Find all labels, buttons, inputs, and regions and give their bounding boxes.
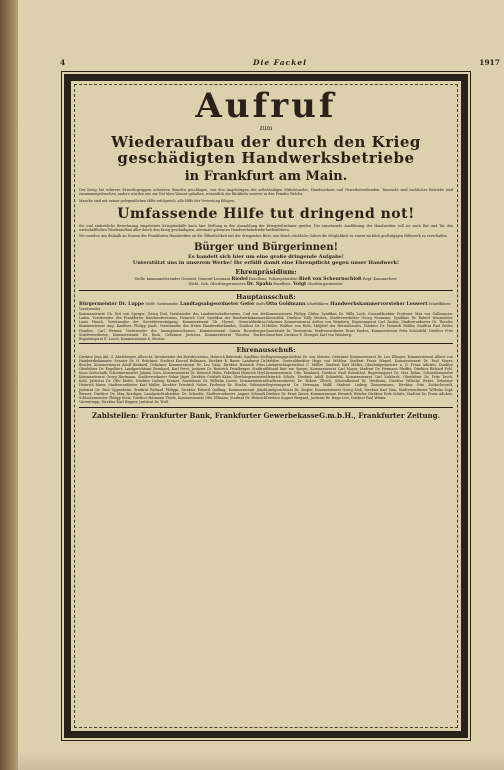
umfassende-heading: Umfassende Hilfe tut dringend not! (117, 205, 415, 222)
zum-label: zum (259, 125, 273, 132)
intro-paragraph-2: Manche sind mit seiner gelegentlichen Hilfe erfolgreich, alle Hilfe der Vertretung fähigen. (79, 198, 235, 203)
journal-title: Die Fackel (253, 58, 307, 67)
hauptausschuss-members (79, 312, 453, 341)
ehren-l2-suffix2: Oberbürgermeister. (307, 282, 344, 287)
ehren-l1-name1: Riedel (231, 276, 248, 282)
haupt-right2-lead: Handwerkskammervorsteher Louwert (330, 301, 428, 307)
divider (79, 290, 453, 291)
page-header (60, 56, 500, 70)
book-binding (0, 0, 18, 770)
ehrenausschuss-members (79, 355, 453, 404)
ehren-l1-name2: Rieß von Scheurnschloß (298, 276, 362, 282)
title: Aufruf (195, 86, 337, 126)
hauptausschuss-title: Hauptausschuß: (236, 292, 296, 301)
haupt-right-lead: Otto Goldmann (266, 301, 306, 307)
appeal-line-2: Unterstützt uns in unserem Werke! Ihr erfüllt damit eine Ehrenpflicht gegen unser Handwerk! (132, 259, 400, 266)
page-shadow (18, 752, 504, 770)
ehren-l1-suffix1: Exzellenz, (248, 276, 268, 281)
divider (79, 343, 453, 344)
haupt-right-role: Schriftführer. (306, 301, 330, 306)
ehrenaus-left-members: Direktor Jean Abt, G. Abeleberger, Albrecht, Vorsitzender des Bezirksvereins, Heinrich Behrends, Syndikus der Handwerkskammer, Senator Dr. H. Brückner, Stadtrat Konrad Bellmann, Direktor B. Bauer, Landesrat Dr. Beutler, Kommerzienrat Adolf Benkard, Geheimer Kommerzienrat Dr. Leo Gans, Direktor Heinrich Fries, Oberlehrer Dr. Engelbert, Landgerichtsrat Bernhard, Karl Ferst, Justizrat Dr. Heinrich Friedberger, Stadtrat Kuno Gottschalk, Schreinermeister Johann Goes, Kommerzienrat Dr. Heinrich Hahn, Fabrikant Heinrich Heyl, Kommerzienrat Georg Hartmann, Stadtverordneter Oskar Jäger, Direktor Gottlieb Kahn, Oberbürgermeister Kohl, Justizrat Dr. Otto Kiefer, Direktor Ludwig Kramer, Sanitätsrat Dr. Wilhelm Loewe, Kommerzienrat Heinrich Maier, Stadtverordneter Karl Müller, Direktor Friedrich Neher, Professor Dr. Nicolai, Geheimer Justizrat Dr. Paul Oppenheim, Stadtrat Richard Philippi, Direktor Eduard Quilling, Kommerzienrat Jakob Riesser, Direktor Dr. Max Roediger, Landgerichtsdirektor Dr. Schaefer, Stadtverordneter August Schmidt, Schlossermeister Philipp Stein, Direktor Hermann Thiele, Kommerzienrat Otto Ullmann, Stadtrat Dr. Heinrich Varrentrapp, Direktor Karl Wagner, Justizrat Dr. Wolf. (79, 354, 266, 404)
haupt-left-role: Stellv. Vorsitzender. (145, 301, 179, 306)
haupt-lead-left (79, 302, 266, 311)
intro-paragraph-1: Der Krieg hat schwere Erwerbsgruppen schweren Wunden geschlagen, von den Angehörigen des selbständigen Mittelstandes, Handwerkern und Gewerbetreibenden. Tausende sind sachlicher Betriebe sind zusammengebrochen, andere wurden nur zur Not über Wasser gehalten, wesentlich die Rückkehr unserer in den Feindes Welche. (79, 188, 453, 197)
haupt-left-members: Kommerzienrat Ch. Drit von Sperger, Georg Dud, Vorsitzender des Landwirtschaftsvereins, Carl von der Laden, Vorsitzender des Frankfurter Handwerksvereins, Heinrich Cerf, Syndikus der Handwerkskammer, Louis Hauch, Vorsitzender der Gewerbevereinigung, Kommerzienrat Ch. Hoerst, Generaldirektor, Kommerzienrat Aug. Kauffner, Philipp Jandt, Vorsitzender des freien Handwerkerbundes, Stadtrat Dr. H. Hombes, Carl Weimer, Vorsitzender des Innungsausschusses, Kommerzienrat Simon Rosenberger, Stadtverordneter, Kommerzienrat Dr. Burk, Geheimer Justizrat, Kommerzienrat Theodor Rucker, Regierungsrat E. Lusch, Kommerzienrat K. Merton. (79, 312, 266, 341)
ehren-l2-left: Wirkl. Geh. Oberbürgermeister (188, 282, 246, 287)
announcement-box (64, 74, 468, 738)
haupt-right-members: Kommerzienrat Philipp Gütler, Syndikus Dr. Willy Loeb, Generaldirektor Professor Max von Gulbransen-Kentschlik, Direktor Willy Merten, Stadtverordneter Georg Neumann, Syndikus Dr. Robert Neumeister, Geheimer Kommerzienrat Arthur von Weinberg, Regierungsrat Carl Zucker, Stadtverordneter Dr. Theodor Müller, Walther von Roth, Mitglied des Herrenhauses, Direktor Dr. Heinrich Rößler, Stadtrat Paul Röder, Sanitätsrat Dr. Rosenstein, Stadtverordneter Ernst Emden, Kommerzienrat Felix Schönfeld, Direktor Fritz Sauerbier, Direktor E. Stempel, Karl von Weinberg. (266, 312, 453, 337)
haupt-left-lead: Bürgermeister Dr. Luppe (79, 301, 145, 307)
haupt-mid-role: Stellv. Vorsitzender. (79, 301, 266, 312)
ehren-l2-suffix1: Exzellenz, (273, 282, 292, 287)
appeal-line-1: Es handelt sich hier um eine große dringende Aufgabe! (188, 253, 344, 260)
hauptausschuss-leads (79, 302, 453, 311)
haupt-right2-role: Schriftführer. (428, 301, 452, 306)
haupt-lead-right (266, 302, 453, 311)
ehrenausschuss-title: Ehrenausschuß: (236, 345, 296, 354)
city-line: in Frankfurt am Main. (184, 169, 348, 184)
ehren-l1-suffix2: Regl. Kammerherr. (362, 276, 398, 281)
ehren-l2-name1: Dr. Spahn (246, 282, 273, 288)
mid-paragraph-1: Sie und einheitliche Berechnung eingeleitete Kriegsbeihilfe kann hier Stellung in der Auszahlung der Kriegsteilnehmer greifen. Die einsetzende Ausführung der Handwerker soll sie auch Rat und Tat den wirtschaftlichen Wiederaufbau aller durch den Krieg geschädigten, abermals gelernten Handwerksbetriebe herbeiführen. (79, 223, 453, 233)
headline: Wiederaufbau der durch den Krieg geschädigten Handwerksbetriebe (111, 133, 421, 167)
mid-paragraph-2: Wir wenden uns deshalb an Namen der Frankfurter Handwerker an die Öffentlichkeit mit der dringenden Bitte, uns durch reichliche Gaben die Möglichkeit zu einem wirklich großzügigen Hilfswerk zu verschaffen. (79, 234, 448, 239)
buerger-heading: Bürger und Bürgerinnen! (193, 241, 339, 253)
year: 1917 (479, 58, 500, 67)
ehrenpraesidium-title: Ehrenpräsidium: (235, 267, 297, 276)
zahlstellen: Zahlstellen: Frankfurter Bank, Frankfurter GewerbekasseG.m.b.H., Frankfurter Zeitung. (79, 407, 453, 420)
ehren-l1-left: Stellv. kommandierender General, General-Leutnant (134, 276, 231, 281)
ehrenaus-right-members: Regierungspräsident Dr. von Meister, Geheimer Kommerzienrat Dr. Leo Ellinger, Kommerzienrat Albert von Metzler, Generaldirektor Hugo von Mühlen, Stadtrat Franz Miquel, Kommerzienrat Dr. Paul Meyer, Landgerichtspräsident C. Müller, Stadtrat Karl Müller, Oberbürgermeister a. D. Franz Adickes, Direktor Eduard Beit von Speyer, Kommerzienrat Carl Mayer, Stadtrat Dr. Hermann Pfeiffer, Direktor Richard Pohl, Kommerzienrat Otto Reinhard, Direktor Emil Rosenthal, Regierungsrat Dr. Max Rehm, Schneidermeister Heinrich Scholz, Direktor Adolf Schönfeld, Kommerzienrat Carl Sulzbach, Oberlehrer Dr. Fritz Tesch, Stadtverordneter Dr. Robert Ullrich, Generalkonsul Dr. Wertheim, Direktor Wilhelm Weber, Geheimer Regierungsrat Dr. Hermann Wolff, Stadtrat Ludwig Zimmermann, Direktor Otto Zuckschwerdt, Landgerichtsrat Dr. Ziegler, Kommerzienrat Georg Zeiß, Direktor Karl Zinn, Stadtverordneter Wilhelm Zopf, Direktor Dr. Ernst Zinser, Kommerzienrat Heinrich Wetzlar, Direktor Fritz Schütz, Stadtrat Dr. Franz Adickes, Direktor August Weigand, Justizrat Dr. Hugo Levi, Direktor Paul Winter. (266, 354, 453, 400)
ehren-l2-name2: Voigt (292, 282, 307, 288)
ehrenpraesidium-line-2 (79, 282, 453, 288)
page-number: 4 (60, 58, 66, 67)
haupt-mid-lead: Landtagsabgeordneter Gefer (180, 301, 255, 307)
ehren-l1-mid: Polizeipräsident (268, 276, 298, 281)
